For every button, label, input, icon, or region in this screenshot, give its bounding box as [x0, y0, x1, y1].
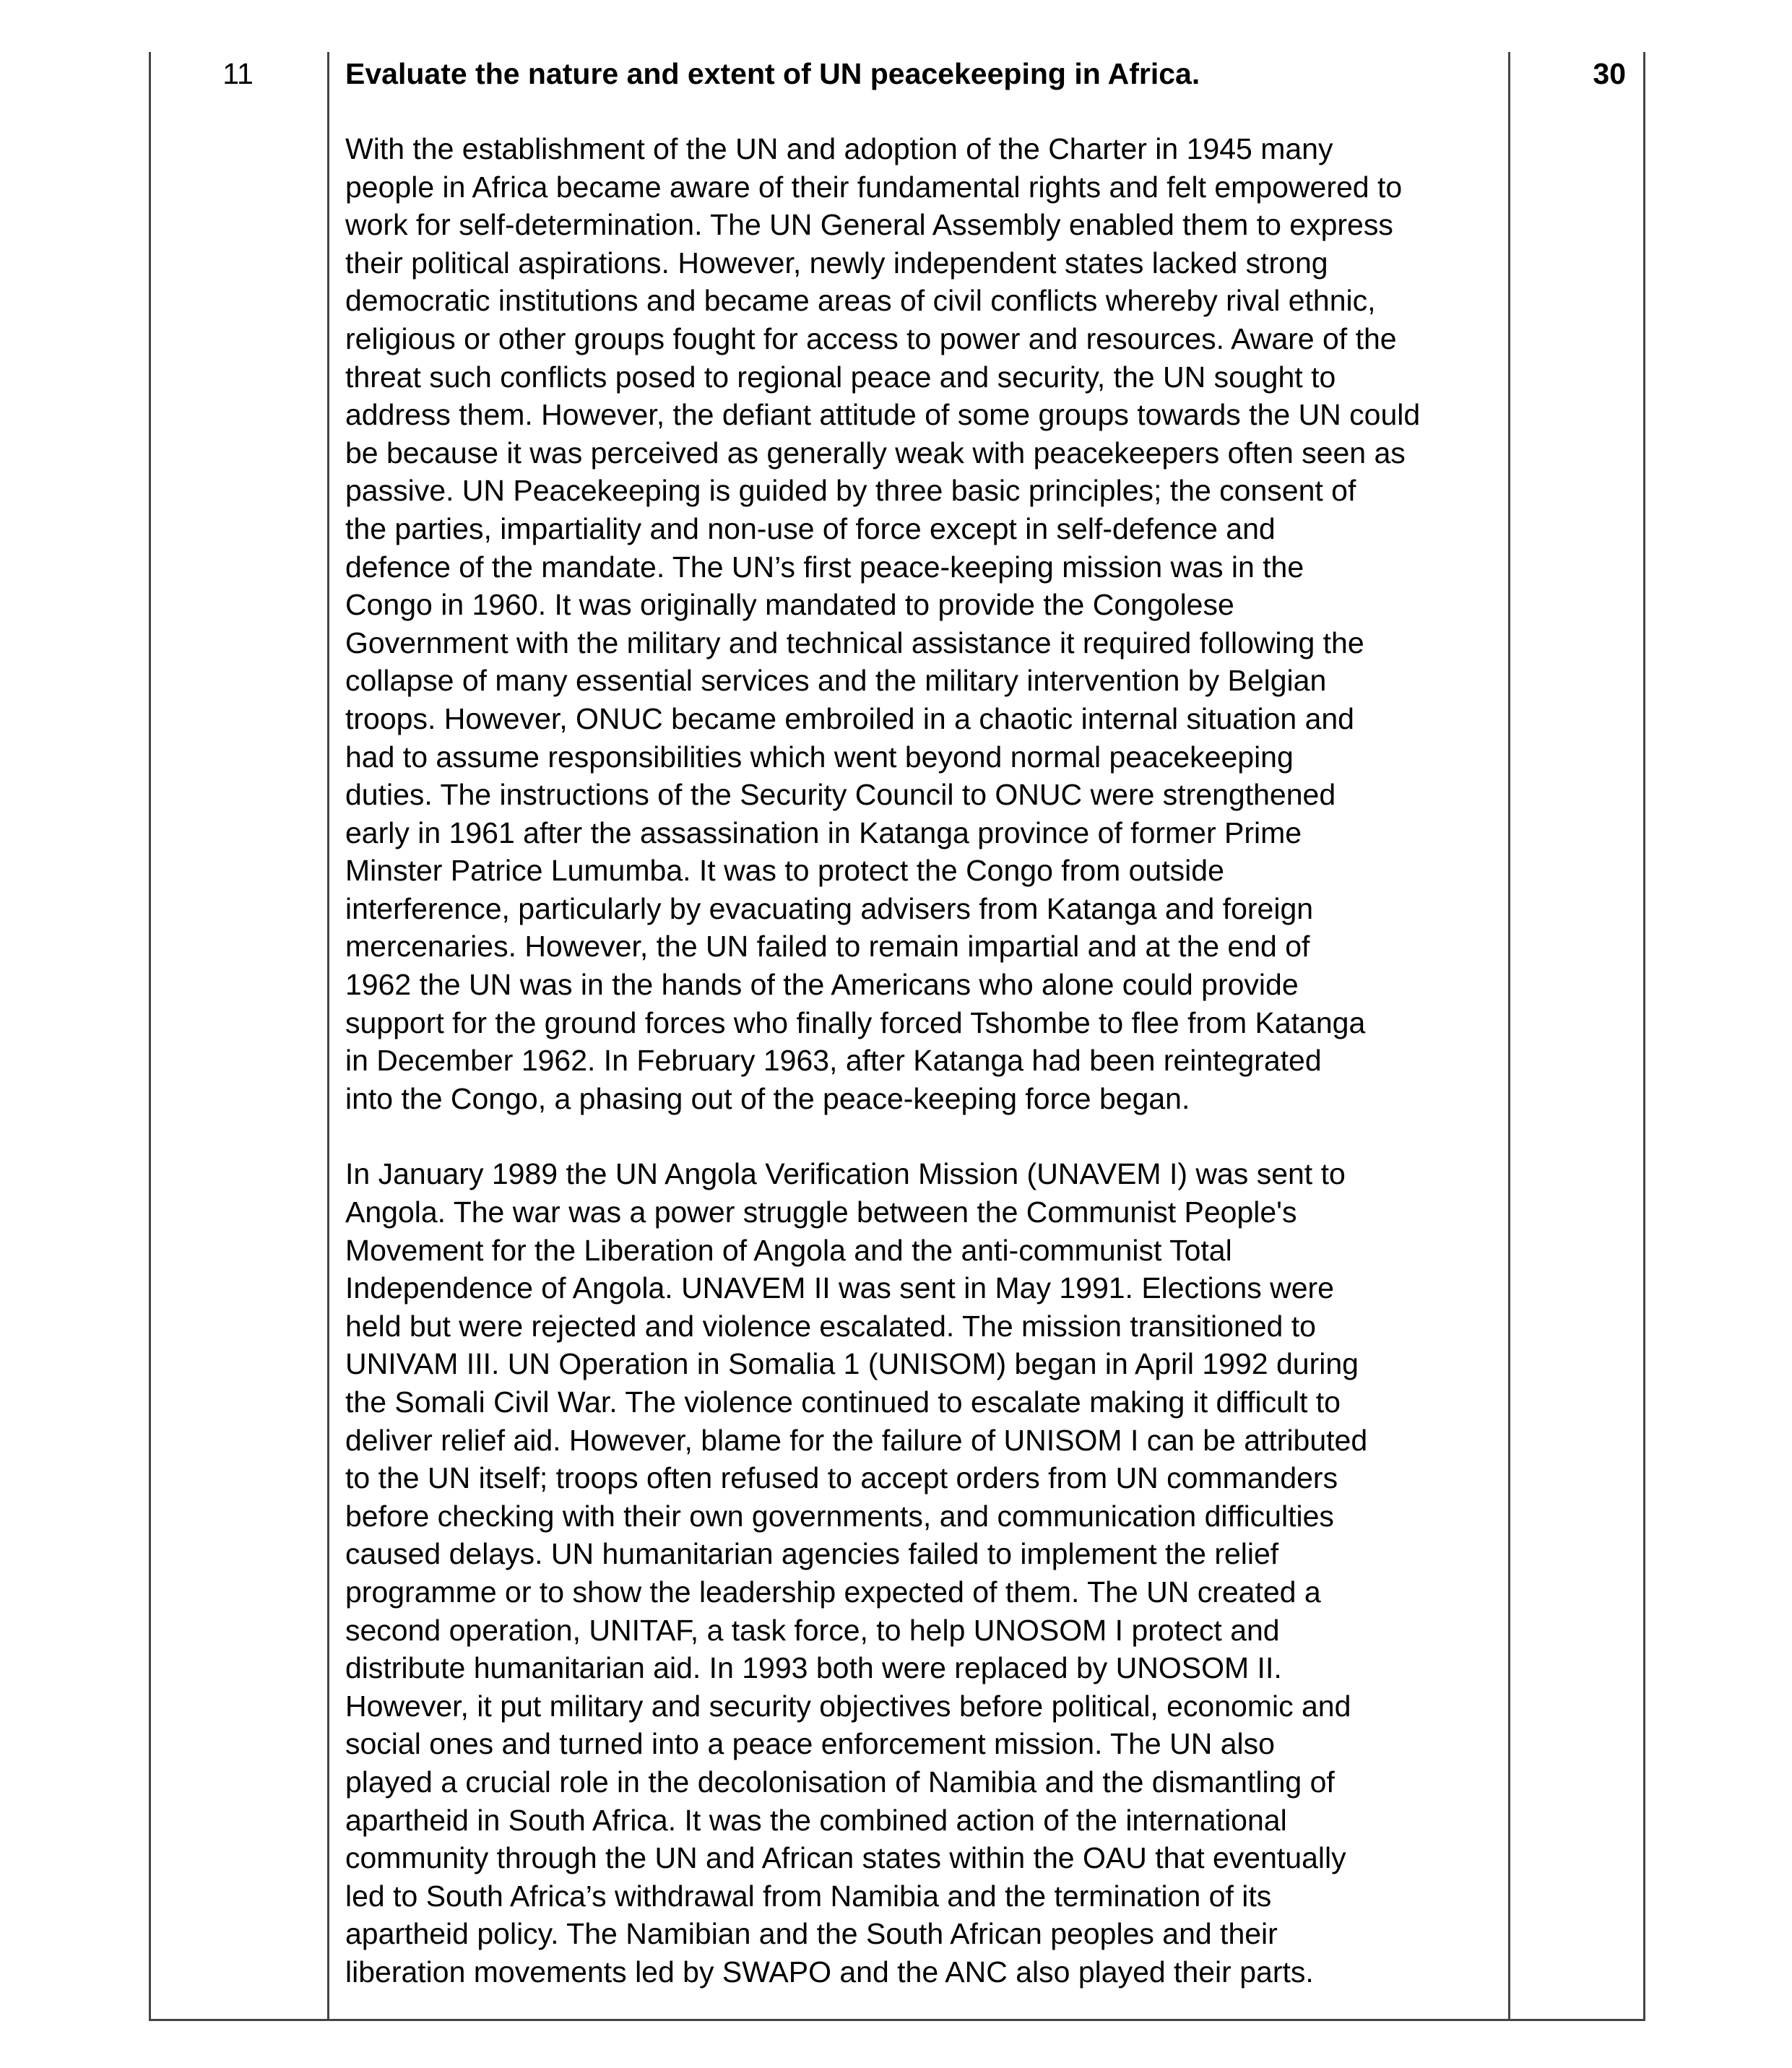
paragraph-line: apartheid in South Africa. It was the combined action of the international — [345, 1803, 1287, 1837]
paragraph-line: UNIVAM III. UN Operation in Somalia 1 (UNISOM) began in April 1992 during — [345, 1347, 1359, 1381]
paragraph-line: programme or to show the leadership expected of them. The UN created a — [345, 1575, 1321, 1609]
paragraph-line: In January 1989 the UN Angola Verification Mission (UNAVEM I) was sent to — [345, 1157, 1346, 1191]
paragraph-line: second operation, UNITAF, a task force, to help UNOSOM I protect and — [345, 1613, 1280, 1647]
paragraph-line: religious or other groups fought for access to power and resources. Aware of the — [345, 321, 1397, 355]
paragraph-line: Independence of Angola. UNAVEM II was sent in May 1991. Elections were — [345, 1271, 1334, 1305]
question-number: 11 — [222, 57, 254, 90]
paragraph-line: caused delays. UN humanitarian agencies failed to implement the relief — [345, 1537, 1279, 1571]
column-divider-number — [327, 52, 329, 2021]
paragraph-line: people in Africa became aware of their fundamental rights and felt empowered to — [345, 170, 1403, 204]
paragraph-line: Movement for the Liberation of Angola and the anti-communist Total — [345, 1233, 1232, 1267]
paragraph-line: Minster Patrice Lumumba. It was to protect the Congo from outside — [345, 854, 1224, 888]
column-divider-marks — [1508, 52, 1510, 2021]
paragraph-line: threat such conflicts posed to regional peace and security, the UN sought to — [345, 360, 1336, 394]
paragraph-line: Angola. The war was a power struggle between the Communist People's — [345, 1195, 1297, 1229]
paragraph-line: be because it was perceived as generally weak with peacekeepers often seen as — [345, 436, 1406, 470]
paragraph-line: passive. UN Peacekeeping is guided by three basic principles; the consent of — [345, 474, 1356, 508]
paragraph-line: 1962 the UN was in the hands of the Americans who alone could provide — [345, 968, 1299, 1002]
paragraph-line: work for self-determination. The UN General Assembly enabled them to express — [345, 208, 1393, 242]
paragraph-line: mercenaries. However, the UN failed to remain impartial and at the end of — [345, 930, 1310, 964]
answer-paragraph-2 — [345, 1155, 1494, 1991]
paragraph-line: liberation movements led by SWAPO and the ANC also played their parts. — [345, 1955, 1314, 1989]
paragraph-line: social ones and turned into a peace enforcement mission. The UN also — [345, 1727, 1275, 1761]
paragraph-line: before checking with their own governments, and communication difficulties — [345, 1499, 1334, 1533]
paragraph-line: address them. However, the defiant attitude of some groups towards the UN could — [345, 398, 1421, 432]
paragraph-line: their political aspirations. However, newly independent states lacked strong — [345, 246, 1328, 280]
marks-value: 30 — [1593, 57, 1626, 90]
paragraph-line: into the Congo, a phasing out of the peace-keeping force began. — [345, 1081, 1190, 1115]
paragraph-line: community through the UN and African states within the OAU that eventually — [345, 1841, 1346, 1875]
paragraph-line: defence of the mandate. The UN’s first peace-keeping mission was in the — [345, 550, 1304, 584]
paragraph-line: interference, particularly by evacuating advisers from Katanga and foreign — [345, 891, 1314, 925]
paragraph-line: led to South Africa’s withdrawal from Namibia and the termination of its — [345, 1879, 1272, 1913]
paragraph-line: democratic institutions and became areas of civil conflicts whereby rival ethnic, — [345, 284, 1376, 318]
paragraph-line: held but were rejected and violence escalated. The mission transitioned to — [345, 1309, 1316, 1343]
paragraph-line: Government with the military and technical assistance it required following the — [345, 626, 1364, 659]
question-text: Evaluate the nature and extent of UN peacekeeping in Africa. — [345, 57, 1200, 90]
paragraph-line: Congo in 1960. It was originally mandated to provide the Congolese — [345, 588, 1234, 622]
paragraph-line: support for the ground forces who finally forced Tshombe to flee from Katanga — [345, 1005, 1366, 1039]
paragraph-line: the parties, impartiality and non-use of force except in self-defence and — [345, 511, 1276, 545]
answer-paragraph-1 — [345, 130, 1494, 1117]
paragraph-line: troops. However, ONUC became embroiled in a chaotic internal situation and — [345, 701, 1354, 735]
paragraph-line: early in 1961 after the assassination in Katanga province of former Prime — [345, 815, 1302, 849]
paragraph-line: in December 1962. In February 1963, after Katanga had been reintegrated — [345, 1044, 1322, 1078]
paragraph-line: collapse of many essential services and the military intervention by Belgian — [345, 664, 1327, 698]
paragraph-line: With the establishment of the UN and adoption of the Charter in 1945 many — [345, 132, 1333, 165]
paragraph-line: apartheid policy. The Namibian and the South African peoples and their — [345, 1917, 1278, 1951]
paragraph-line: had to assume responsibilities which went beyond normal peacekeeping — [345, 740, 1294, 774]
paragraph-line: deliver relief aid. However, blame for the failure of UNISOM I can be attributed — [345, 1423, 1368, 1457]
paragraph-line: played a crucial role in the decolonisation of Namibia and the dismantling of — [345, 1765, 1335, 1799]
paragraph-line: to the UN itself; troops often refused to accept orders from UN commanders — [345, 1461, 1338, 1495]
paragraph-line: However, it put military and security objectives before political, economic and — [345, 1689, 1351, 1723]
paragraph-line: distribute humanitarian aid. In 1993 both were replaced by UNOSOM II. — [345, 1651, 1282, 1685]
paragraph-line: duties. The instructions of the Security Council to ONUC were strengthened — [345, 778, 1336, 812]
answer-cell — [345, 55, 1494, 2029]
paragraph-line: the Somali Civil War. The violence continued to escalate making it difficult to — [345, 1385, 1341, 1419]
